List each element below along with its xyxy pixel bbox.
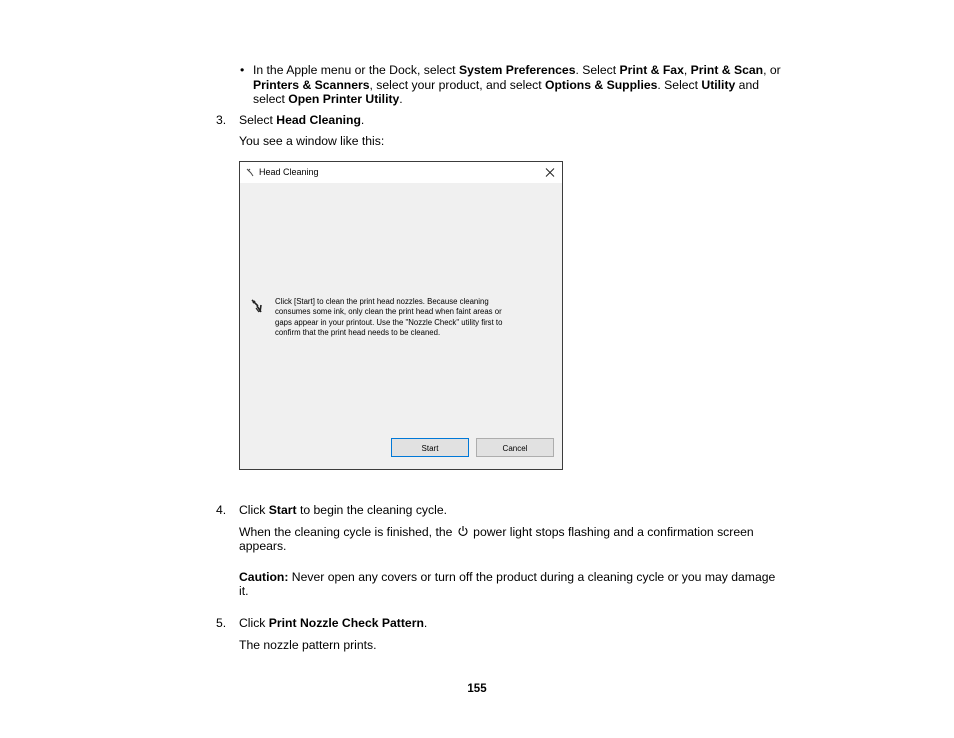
text: power light stops flashing and a confirmation screen (469, 525, 754, 539)
text: . Select (657, 78, 702, 92)
text: Click (239, 503, 269, 517)
window-titlebar (240, 162, 562, 183)
message-line: confirm that the print head needs to be cleaned. (275, 327, 441, 337)
step-3-text (239, 113, 364, 128)
ui-term: Print & Scan (690, 63, 764, 77)
bullet-glyph: • (240, 63, 245, 77)
text: to begin the cleaning cycle. (296, 503, 447, 517)
message-line: gaps appear in your printout. Use the "Nozzle Check" utility first to (275, 317, 503, 327)
step-5-text (239, 616, 427, 631)
bullet-line-1 (253, 63, 853, 78)
head-cleaning-icon (249, 298, 265, 314)
step-3-sub: You see a window like this: (239, 134, 385, 148)
step-number: 4. (216, 503, 227, 517)
text: select (253, 92, 289, 106)
start-button[interactable]: Start (391, 438, 469, 457)
ui-term: Utility (701, 78, 736, 92)
text: . (399, 92, 403, 106)
text: . Select (575, 63, 620, 77)
bullet-line-2 (253, 78, 853, 93)
text: When the cleaning cycle is finished, the (239, 525, 456, 539)
caution-line-1 (239, 570, 839, 585)
step-number: 3. (216, 113, 227, 127)
step-4-paragraph-line-1 (239, 525, 839, 540)
ui-term: System Preferences (458, 63, 576, 77)
ui-term: Head Cleaning (276, 113, 361, 127)
text: and (735, 78, 760, 92)
ui-term: Start (268, 503, 297, 517)
bullet-line-3 (253, 92, 853, 107)
text: . (423, 616, 428, 630)
text: Select (239, 113, 277, 127)
text: , or (763, 63, 781, 77)
text: , (683, 63, 691, 77)
caution-label: Caution: (239, 570, 289, 584)
ui-term: Options & Supplies (544, 78, 658, 92)
message-line: Click [Start] to clean the print head nozzles. Because cleaning (275, 297, 489, 306)
text: Click (239, 616, 269, 630)
close-icon[interactable] (544, 162, 556, 183)
text: Never open any covers or turn off the product during a cleaning cycle or you may damage (288, 570, 776, 584)
ui-term: Print Nozzle Check Pattern (268, 616, 424, 630)
ui-term: Printers & Scanners (253, 78, 370, 92)
wrench-icon (245, 162, 255, 191)
ui-term: Open Printer Utility (288, 92, 400, 106)
window-title: Head Cleaning (259, 167, 319, 177)
step-4-paragraph-line-2: appears. (239, 539, 287, 553)
step-4-text (239, 503, 447, 518)
text: , select your product, and select (369, 78, 545, 92)
head-cleaning-window (239, 161, 563, 470)
ui-term: Print & Fax (619, 63, 684, 77)
text: In the Apple menu or the Dock, select (253, 63, 459, 77)
message-line: consumes some ink, only clean the print head when faint areas or (275, 307, 502, 317)
dialog-message (275, 297, 545, 338)
text: . (360, 113, 365, 127)
page-number: 155 (467, 683, 487, 695)
step-5-sub: The nozzle pattern prints. (239, 638, 377, 652)
caution-line-2: it. (239, 584, 249, 598)
step-number: 5. (216, 616, 227, 630)
cancel-button[interactable]: Cancel (476, 438, 554, 457)
power-icon (457, 525, 469, 537)
